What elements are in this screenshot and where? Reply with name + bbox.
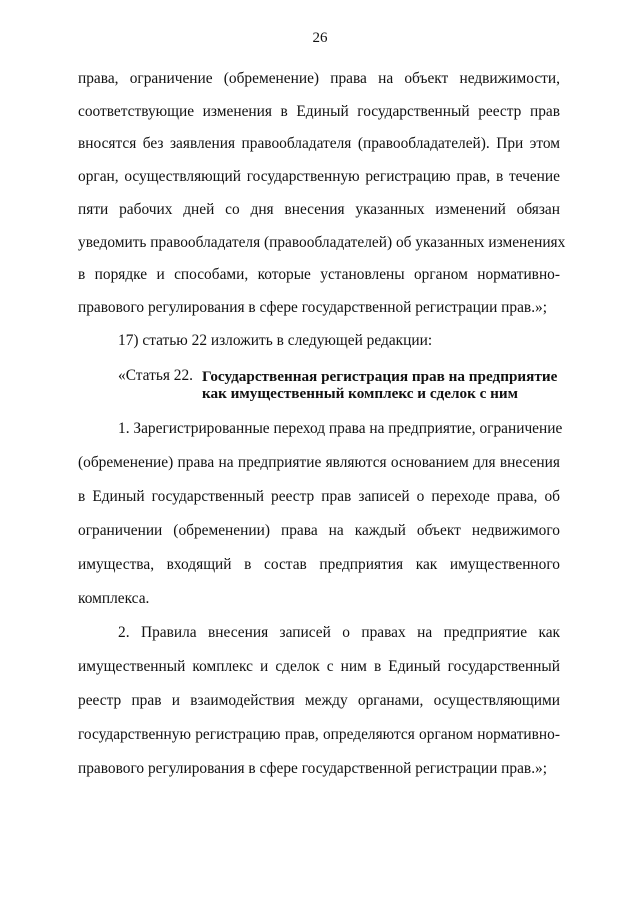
paragraph-text-line: орган, осуществляющий государственную регистрацию прав, в течение: [78, 168, 560, 185]
article-heading-title-line: как имущественный комплекс и сделок с ним: [202, 385, 519, 402]
paragraph-text-line: права, ограничение (обременение) права на объект недвижимости,: [78, 70, 560, 87]
clause-text-line: 2. Правила внесения записей о правах на предприятие как: [118, 624, 560, 641]
amendment-item-line: 17) статью 22 изложить в следующей редакции:: [118, 332, 433, 349]
clause-text-line: ограничении (обременении) права на каждый объект недвижимого: [78, 522, 560, 539]
clause-text-line: имущества, входящий в состав предприятия как имущественного: [78, 556, 560, 573]
paragraph-text-line: уведомить правообладателя (правообладателей) об указанных изменениях: [78, 234, 566, 251]
paragraph-text-line: пяти рабочих дней со дня внесения указанных изменений обязан: [78, 201, 560, 218]
article-heading-title-line: Государственная регистрация прав на предприятие: [202, 368, 558, 385]
clause-text-line: в Единый государственный реестр прав записей о переходе права, об: [78, 488, 560, 505]
clause-text-line: (обременение) права на предприятие являются основанием для внесения: [78, 454, 560, 471]
clause-text-line: 1. Зарегистрированные переход права на предприятие, ограничение: [118, 420, 563, 437]
paragraph-text-line: вносятся без заявления правообладателя (правообладателей). При этом: [78, 135, 560, 152]
article-heading-prefix: «Статья 22.: [118, 367, 194, 384]
paragraph-text-line: правового регулирования в сфере государственной регистрации прав.»;: [78, 299, 548, 316]
clause-text-line: правового регулирования в сфере государственной регистрации прав.»;: [78, 760, 548, 777]
page-number: 26: [312, 30, 328, 46]
clause-text-line: имущественный комплекс и сделок с ним в Единый государственный: [78, 658, 560, 675]
clause-text-line: комплекса.: [78, 590, 150, 607]
clause-text-line: реестр прав и взаимодействия между органами, осуществляющими: [78, 692, 560, 709]
paragraph-text-line: в порядке и способами, которые установлены органом нормативно-: [78, 266, 560, 283]
paragraph-text-line: соответствующие изменения в Единый государственный реестр прав: [78, 103, 560, 120]
clause-text-line: государственную регистрацию прав, определяются органом нормативно-: [78, 726, 560, 743]
